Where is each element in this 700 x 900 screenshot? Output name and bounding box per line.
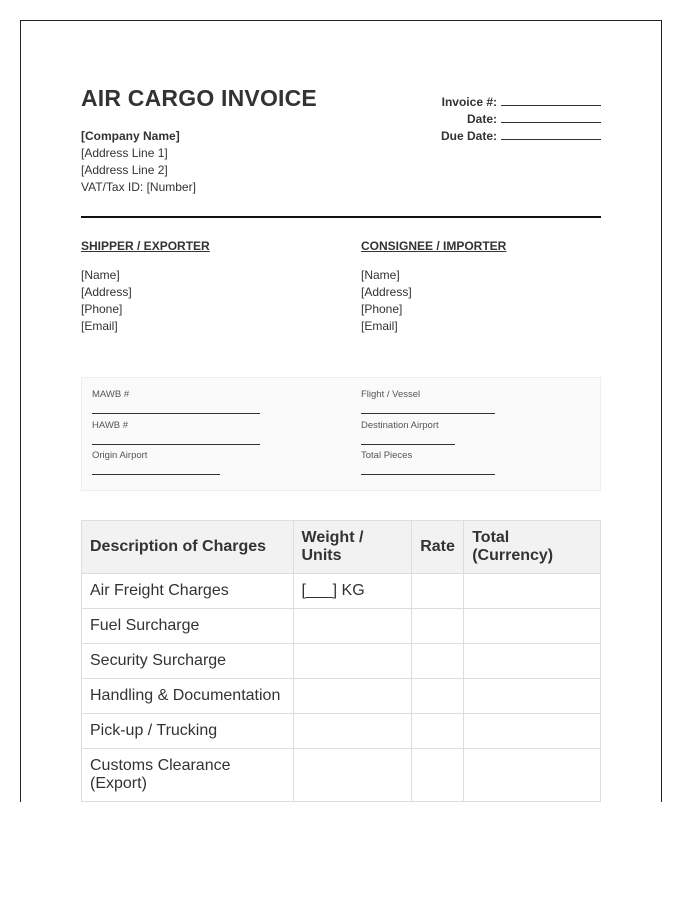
table-row (82, 644, 601, 679)
total-pieces-label: Total Pieces (361, 450, 413, 461)
total-pieces-field[interactable] (361, 450, 495, 475)
charge-total[interactable] (464, 749, 601, 802)
hawb-line (92, 444, 260, 445)
charge-description: Pick-up / Trucking (82, 714, 294, 749)
flight-vessel-field[interactable] (361, 389, 495, 414)
header-total: Total (Currency) (464, 521, 601, 574)
charge-rate[interactable] (412, 574, 464, 609)
invoice-number-field[interactable] (501, 95, 601, 106)
date-label: Date: (466, 112, 497, 126)
shipper-title: SHIPPER / EXPORTER (81, 239, 210, 253)
table-row (82, 679, 601, 714)
charge-weight[interactable]: [___] KG (293, 574, 412, 609)
destination-airport-label: Destination Airport (361, 420, 439, 431)
destination-airport-line (361, 444, 455, 445)
consignee-title: CONSIGNEE / IMPORTER (361, 239, 507, 253)
table-row (82, 749, 601, 802)
charge-rate[interactable] (412, 714, 464, 749)
due-date-row (441, 128, 601, 145)
invoice-meta (441, 94, 601, 145)
hawb-label: HAWB # (92, 420, 129, 431)
charge-weight[interactable] (293, 714, 412, 749)
mawb-field[interactable] (92, 389, 260, 414)
charge-description: Security Surcharge (82, 644, 294, 679)
charge-weight[interactable] (293, 609, 412, 644)
date-row (441, 111, 601, 128)
charge-total[interactable] (464, 714, 601, 749)
charge-total[interactable] (464, 574, 601, 609)
table-header-row (82, 521, 601, 574)
flight-vessel-label: Flight / Vessel (361, 389, 421, 400)
company-block (81, 128, 196, 196)
consignee-address[interactable]: [Address] (361, 285, 412, 299)
charge-description: Handling & Documentation (82, 679, 294, 714)
shipper-address[interactable]: [Address] (81, 285, 132, 299)
charge-total[interactable] (464, 679, 601, 714)
charge-rate[interactable] (412, 644, 464, 679)
charge-weight[interactable] (293, 644, 412, 679)
charge-weight[interactable] (293, 679, 412, 714)
total-pieces-line (361, 474, 495, 475)
shipper-phone[interactable]: [Phone] (81, 302, 123, 316)
charge-description: Customs Clearance (Export) (82, 749, 294, 802)
due-date-label: Due Date: (440, 129, 497, 143)
flight-vessel-line (361, 413, 495, 414)
origin-airport-line (92, 474, 220, 475)
consignee-phone[interactable]: [Phone] (361, 302, 403, 316)
consignee-block (361, 239, 601, 335)
charge-rate[interactable] (412, 679, 464, 714)
date-field[interactable] (501, 112, 601, 123)
destination-airport-field[interactable] (361, 420, 455, 445)
origin-airport-label: Origin Airport (92, 450, 148, 461)
charge-total[interactable] (464, 609, 601, 644)
table-row (82, 609, 601, 644)
charge-weight[interactable] (293, 749, 412, 802)
hawb-field[interactable] (92, 420, 260, 445)
header-rate: Rate (412, 521, 464, 574)
mawb-line (92, 413, 260, 414)
header-weight: Weight / Units (293, 521, 412, 574)
consignee-email[interactable]: [Email] (361, 319, 398, 333)
shipper-name[interactable]: [Name] (81, 268, 120, 282)
table-row (82, 574, 601, 609)
invoice-number-row (441, 94, 601, 111)
charge-description: Fuel Surcharge (82, 609, 294, 644)
origin-airport-field[interactable] (92, 450, 220, 475)
company-address-line-1: [Address Line 1] (81, 146, 168, 160)
mawb-label: MAWB # (92, 389, 130, 400)
invoice-number-label: Invoice #: (441, 95, 497, 109)
company-name: [Company Name] (81, 129, 180, 143)
charge-total[interactable] (464, 644, 601, 679)
charge-rate[interactable] (412, 609, 464, 644)
due-date-field[interactable] (501, 129, 601, 140)
invoice-page (20, 20, 662, 802)
shipper-block (81, 239, 321, 335)
charges-table (81, 520, 601, 802)
shipment-details-box (81, 377, 601, 491)
company-vat: VAT/Tax ID: [Number] (81, 180, 196, 194)
table-row (82, 714, 601, 749)
invoice-title: AIR CARGO INVOICE (81, 85, 317, 111)
charge-description: Air Freight Charges (82, 574, 294, 609)
header-description: Description of Charges (82, 521, 294, 574)
shipper-email[interactable]: [Email] (81, 319, 118, 333)
header-divider (81, 216, 601, 218)
consignee-name[interactable]: [Name] (361, 268, 400, 282)
company-address-line-2: [Address Line 2] (81, 163, 168, 177)
charge-rate[interactable] (412, 749, 464, 802)
